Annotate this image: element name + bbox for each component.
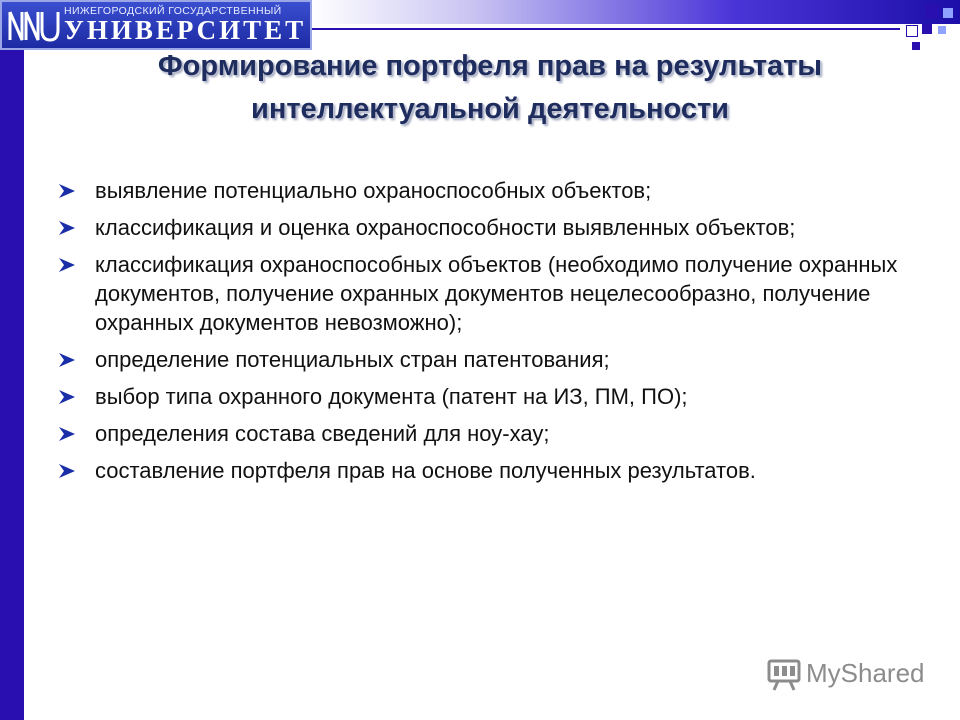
list-item — [58, 176, 918, 205]
decor-square — [943, 8, 953, 18]
list-item — [58, 250, 918, 337]
top-divider-line — [310, 28, 900, 30]
arrow-bullet-icon — [58, 389, 76, 405]
top-gradient-band — [310, 0, 960, 24]
bullet-list — [58, 176, 918, 493]
arrow-bullet-icon — [58, 352, 76, 368]
watermark — [766, 656, 926, 696]
arrow-bullet-icon — [58, 220, 76, 236]
decor-square — [912, 42, 920, 50]
list-item-text: составление портфеля прав на основе полученных результатов. — [95, 458, 756, 483]
arrow-bullet-icon — [58, 463, 76, 479]
list-item-text: классификация охраноспособных объектов (необходимо получение охранных документов, получение охранных документов нецелесообразно, получение охранных документов невозможно); — [95, 252, 898, 335]
university-emblem-icon — [8, 6, 60, 44]
list-item — [58, 456, 918, 485]
list-item — [58, 213, 918, 242]
list-item-text: классификация и оценка охраноспособности выявленных объектов; — [95, 215, 796, 240]
decor-square — [925, 4, 939, 18]
projector-icon — [766, 658, 802, 692]
slide-title: Формирование портфеля прав на результаты интеллектуальной деятельности — [157, 50, 823, 125]
list-item-text: определение потенциальных стран патентования; — [95, 347, 610, 372]
arrow-bullet-icon — [58, 426, 76, 442]
list-item — [58, 345, 918, 374]
decor-square — [938, 26, 946, 34]
decor-square — [922, 24, 932, 34]
list-item — [58, 382, 918, 411]
logo-title: УНИВЕРСИТЕТ — [64, 15, 307, 45]
logo-subtitle: НИЖЕГОРОДСКИЙ ГОСУДАРСТВЕННЫЙ — [64, 5, 282, 17]
watermark-text: MyShared — [806, 658, 925, 688]
arrow-bullet-icon — [58, 183, 76, 199]
decor-square — [906, 25, 918, 37]
list-item-text: определения состава сведений для ноу-хау; — [95, 421, 550, 446]
list-item-text: выявление потенциально охраноспособных объектов; — [95, 178, 652, 203]
arrow-bullet-icon — [58, 257, 76, 273]
list-item — [58, 419, 918, 448]
left-accent-bar — [0, 0, 24, 720]
university-logo — [0, 0, 312, 50]
list-item-text: выбор типа охранного документа (патент на ИЗ, ПМ, ПО); — [95, 384, 688, 409]
